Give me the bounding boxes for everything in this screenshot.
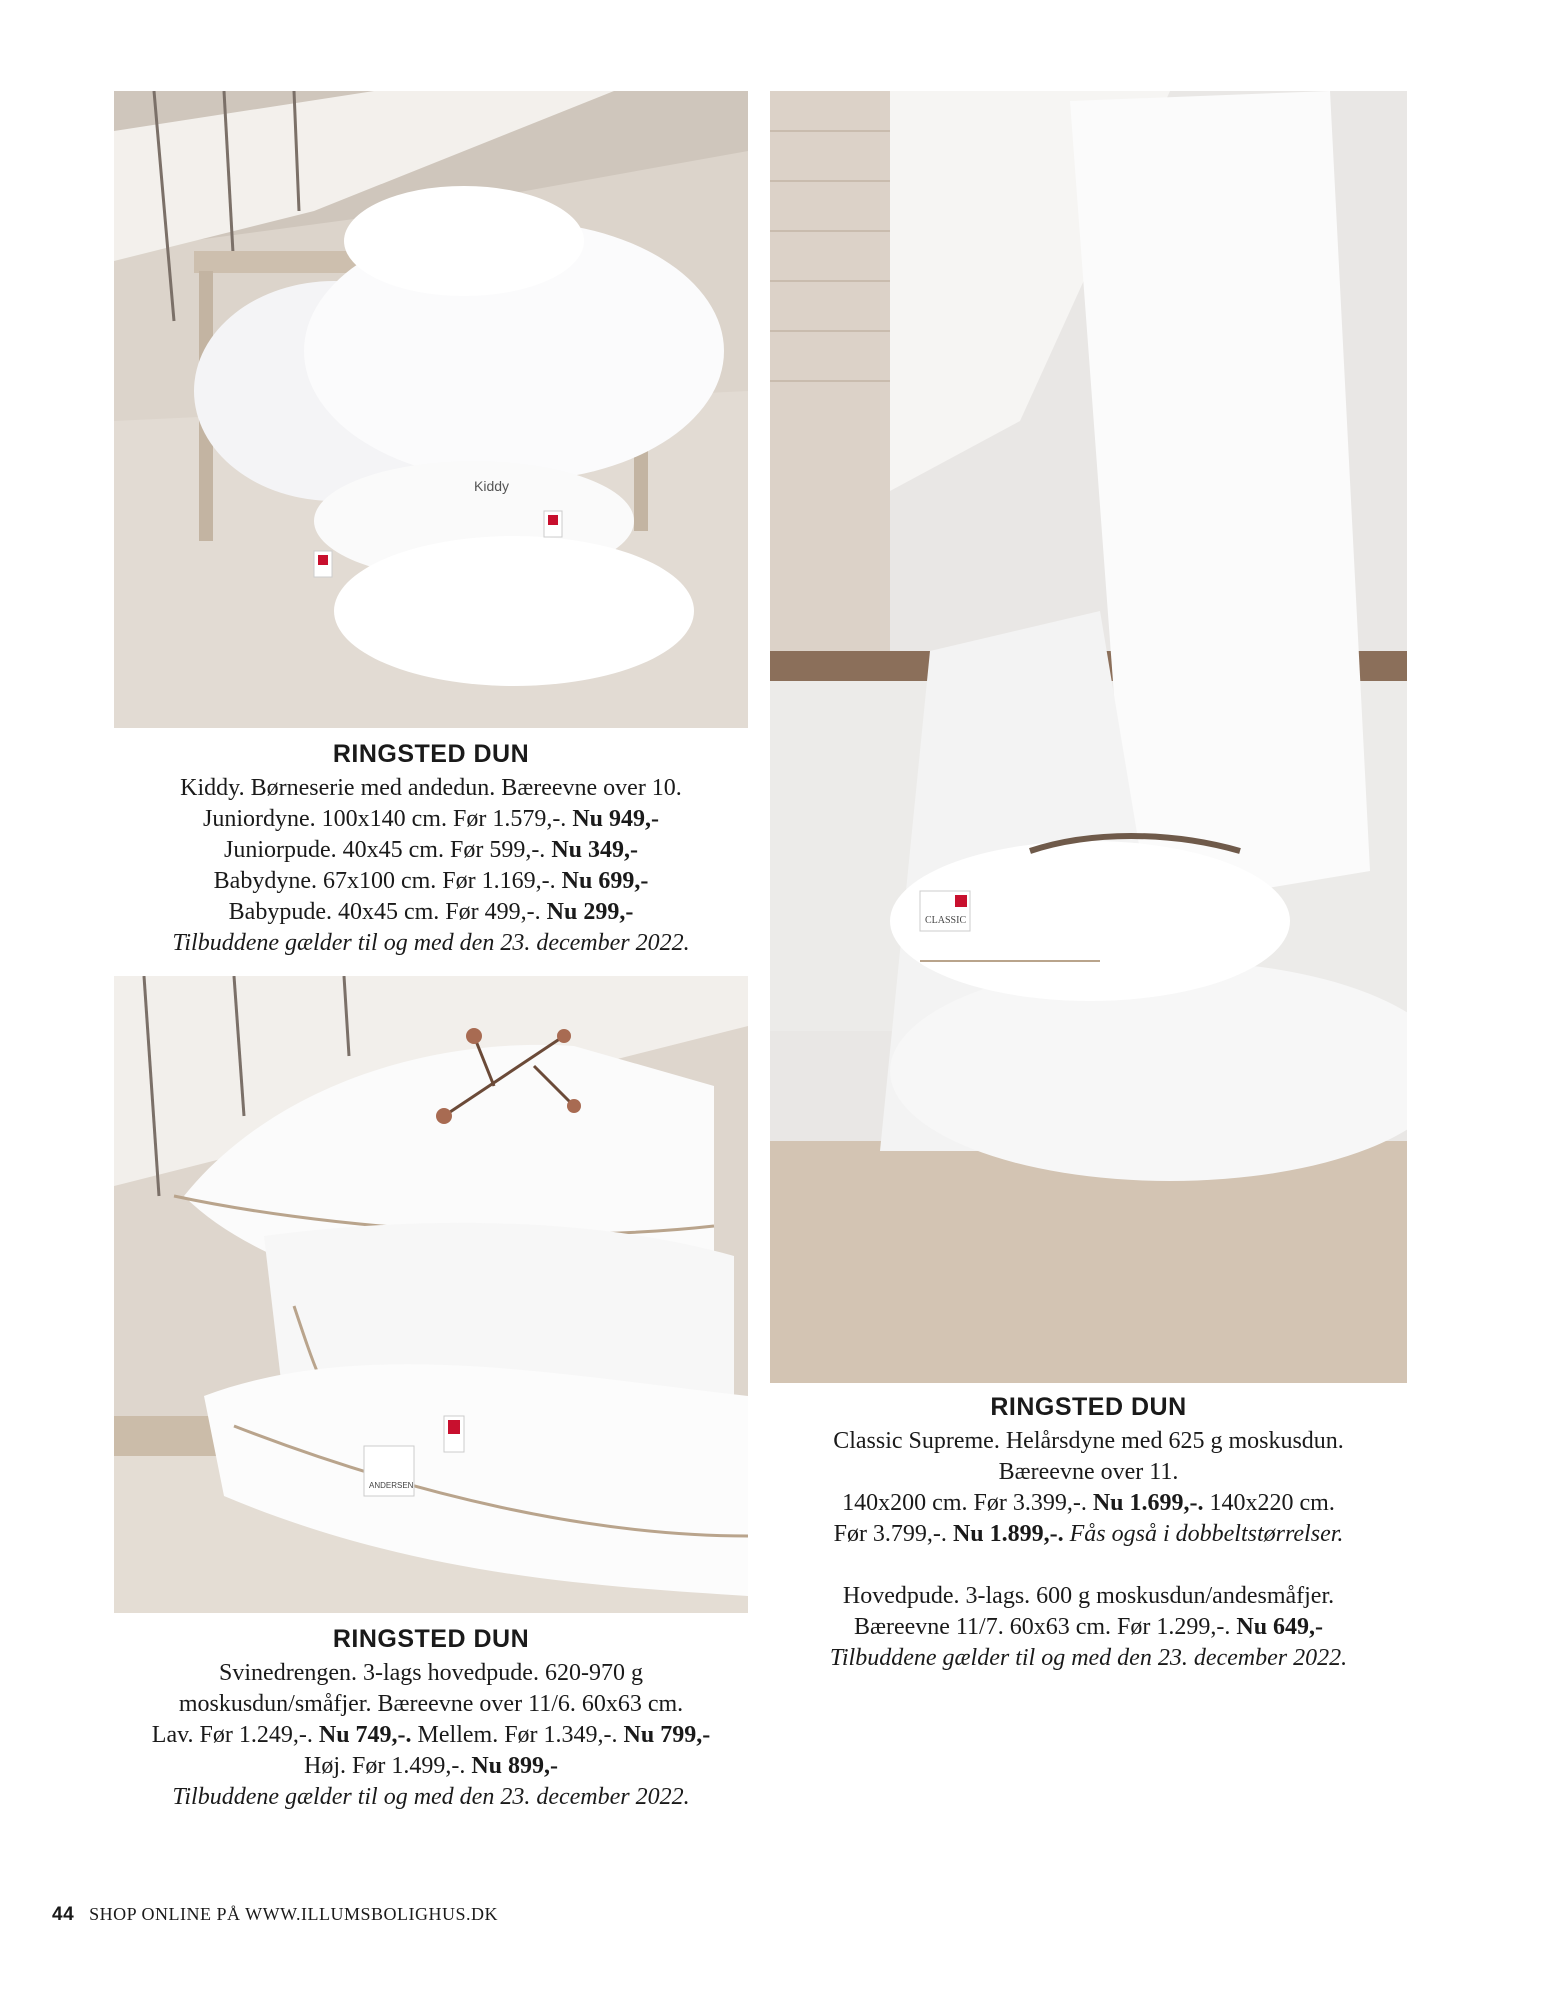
sale-price: Nu 649,- (1236, 1614, 1324, 1640)
product-description: Bæreevne over 11. (998, 1459, 1179, 1485)
paragraph-spacer (770, 1550, 1407, 1581)
offer-validity-text: Tilbuddene gælder til og med den 23. december 2022. (829, 1645, 1348, 1671)
sale-price: Nu 299,- (546, 899, 634, 925)
caption-kiddy (114, 740, 748, 959)
caption-svinedrengen (114, 1625, 748, 1813)
price-line (114, 804, 748, 835)
price-text: Bæreevne 11/7. 60x63 cm. Før 1.299,-. (853, 1614, 1231, 1640)
caption-classic (770, 1393, 1407, 1674)
price-text: Babydyne. 67x100 cm. Før 1.169,-. (213, 868, 556, 894)
page-footer (52, 1904, 498, 1926)
price-text: Lav. Før 1.249,-. (151, 1722, 313, 1748)
kiddy-tag-label: Kiddy (474, 478, 510, 494)
price-line (770, 1488, 1407, 1519)
classic-tag-label: CLASSIC (925, 915, 967, 926)
price-line (114, 866, 748, 897)
svine-tag-label: ANDERSEN (369, 1481, 414, 1490)
photo-kiddy-bedding (114, 91, 748, 728)
sale-price: Nu 799,- (623, 1722, 711, 1748)
sale-price: Nu 899,- (471, 1753, 558, 1779)
size-note: Fås også i dobbeltstørrelser. (1069, 1521, 1344, 1547)
product-description: moskusdun/småfjer. Bæreevne over 11/6. 60x63 cm. (178, 1691, 684, 1717)
price-line (114, 835, 748, 866)
photo-classic-duvet (770, 91, 1407, 1383)
price-text: Høj. Før 1.499,-. (303, 1753, 466, 1779)
sale-price: Nu 1.899,-. (952, 1521, 1064, 1547)
page-number: 44 (52, 1904, 75, 1925)
price-text: 140x200 cm. Før 3.399,-. (842, 1490, 1087, 1516)
price-text: Juniordyne. 100x140 cm. Før 1.579,-. (203, 806, 567, 832)
price-text: Babypude. 40x45 cm. Før 499,-. (228, 899, 541, 925)
product-description: Hovedpude. 3-lags. 600 g moskusdun/andesmåfjer. (842, 1583, 1335, 1609)
sale-price: Nu 949,- (572, 806, 659, 832)
product-description: Classic Supreme. Helårsdyne med 625 g moskusdun. (833, 1428, 1344, 1454)
sale-price: Nu 1.699,-. (1092, 1490, 1204, 1516)
price-text: 140x220 cm. (1209, 1490, 1335, 1516)
price-line (114, 897, 748, 928)
sale-price: Nu 699,- (561, 868, 649, 894)
price-text: Juniorpude. 40x45 cm. Før 599,-. (224, 837, 546, 863)
price-line (770, 1612, 1407, 1643)
photo-svinedrengen-pillows (114, 976, 748, 1613)
brand-heading: RINGSTED DUN (990, 1393, 1187, 1421)
price-line (114, 1720, 748, 1751)
offer-validity (114, 928, 748, 959)
product-description: Svinedrengen. 3-lags hovedpude. 620-970 g (219, 1660, 643, 1686)
price-line (770, 1519, 1407, 1550)
shop-online-link[interactable]: SHOP ONLINE PÅ WWW.ILLUMSBOLIGHUS.DK (89, 1904, 498, 1924)
product-description: Kiddy. Børneserie med andedun. Bæreevne over 10. (180, 775, 682, 801)
brand-heading: RINGSTED DUN (332, 740, 530, 768)
offer-validity (114, 1782, 748, 1813)
brand-heading: RINGSTED DUN (332, 1625, 530, 1653)
sale-price: Nu 749,-. (318, 1722, 412, 1748)
sale-price: Nu 349,- (551, 837, 638, 863)
offer-validity (770, 1643, 1407, 1674)
price-text: Mellem. Før 1.349,-. (417, 1722, 618, 1748)
offer-validity-text: Tilbuddene gælder til og med den 23. december 2022. (172, 930, 690, 956)
price-text: Før 3.799,-. (833, 1521, 947, 1547)
offer-validity-text: Tilbuddene gælder til og med den 23. december 2022. (172, 1784, 690, 1810)
price-line (114, 1751, 748, 1782)
